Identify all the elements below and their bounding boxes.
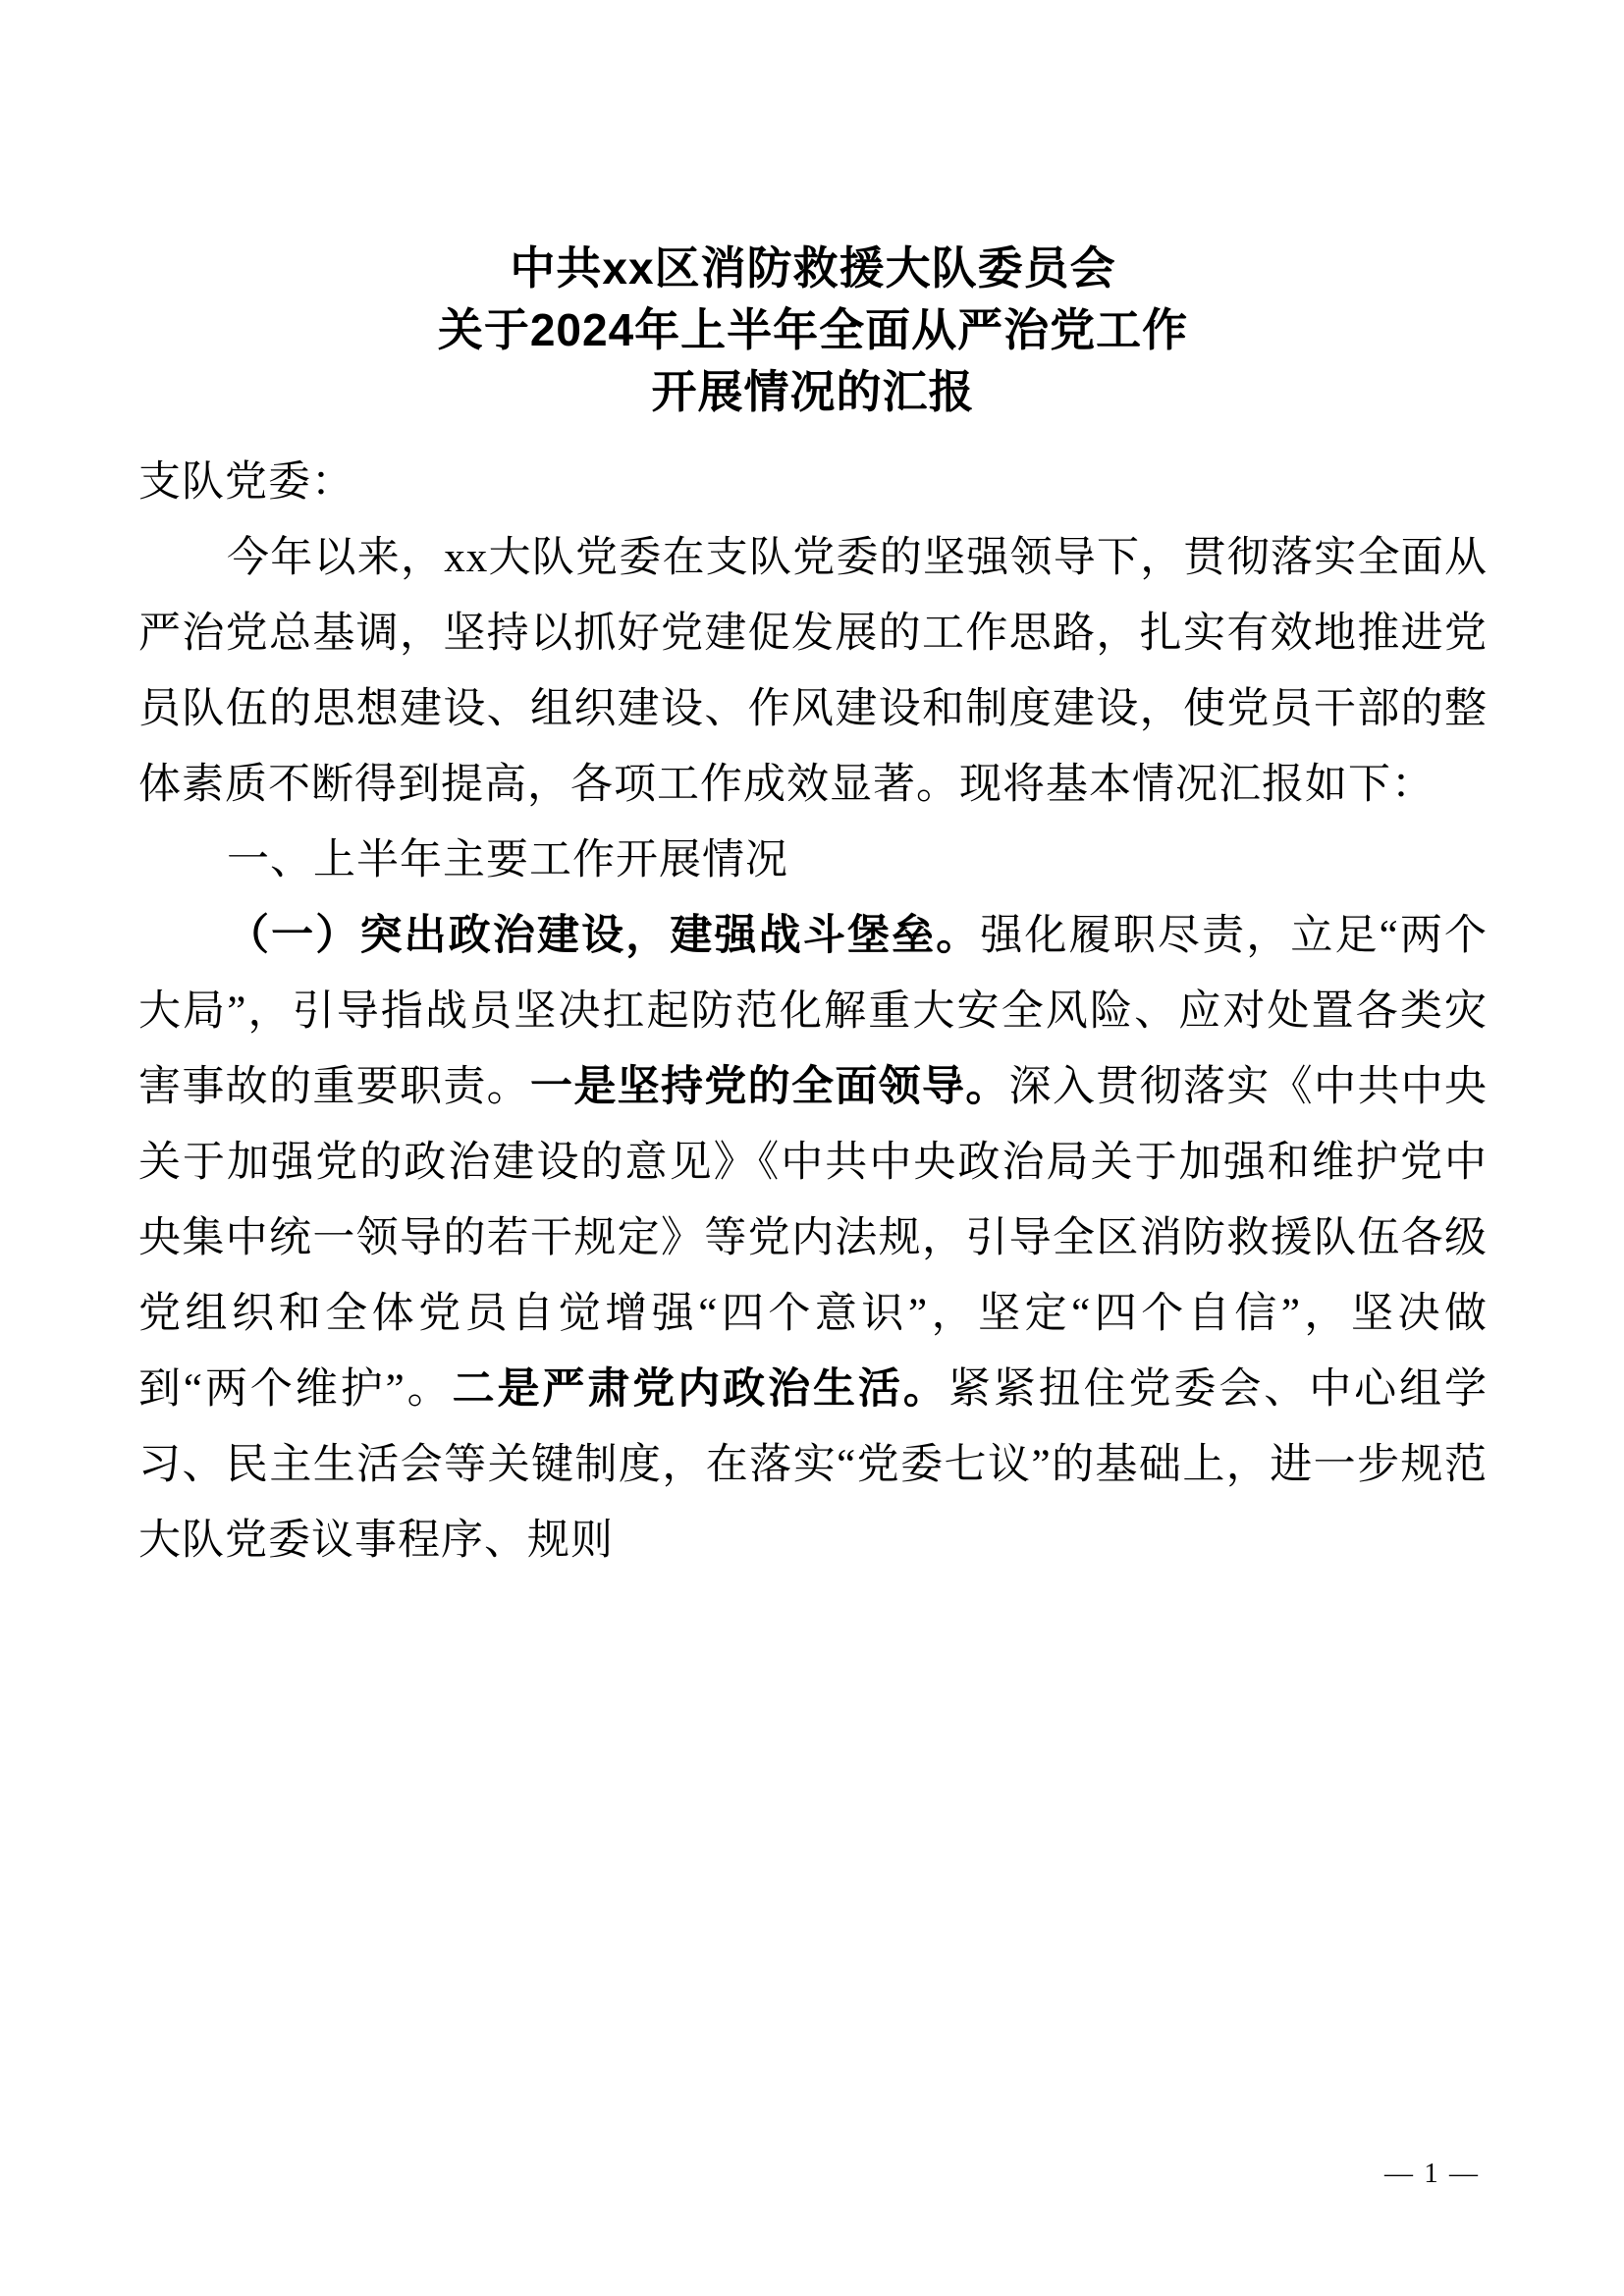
document-title: [138, 238, 1488, 423]
page-number: — 1 —: [1384, 2158, 1480, 2189]
text-segment: 紧紧扭住党委会、中心组学习、民主生活会等关键制度，在落实“党委七议”的基础上，进一步规范大队党委议事程序、规则: [138, 1366, 1489, 1564]
title-line-1: 中共xx区消防救援大队委员会: [510, 242, 1116, 294]
title-line-3: 开展情况的汇报: [651, 366, 975, 417]
text-segment-bold: 一是坚持党的全面领导。: [530, 1064, 1009, 1110]
text-segment: 深入贯彻落实《中共中央关于加强党的政治建设的意见》《中共中央政治局关于加强和维护党中央集中统一领导的若干规定》等党内法规，引导全区消防救援队伍各级党组织和全体党员自觉增强“四个意识”，坚定“四个自信”，坚决做到“两个维护”。: [138, 1064, 1489, 1413]
salutation-line: 支队党委：: [138, 459, 354, 506]
paragraph-section-1: [138, 898, 1488, 1578]
text-segment-bold: （一）突出政治建设，建强战斗堡垒。: [227, 913, 981, 959]
document-content: [138, 238, 1488, 1578]
paragraph-intro: 今年以来，xx大队党委在支队党委的坚强领导下，贯彻落实全面从严治党总基调，坚持以抓好党建促发展的工作思路，扎实有效地推进党员队伍的思想建设、组织建设、作风建设和制度建设，使党员干部的整体素质不断得到提高，各项工作成效显著。现将基本情况汇报如下：: [138, 535, 1488, 808]
section-heading: 一、上半年主要工作开展情况: [227, 837, 788, 883]
title-line-2: 关于2024年上半年全面从严治党工作: [437, 304, 1189, 355]
text-segment: 强化履职尽责，立足“两个大局”，引导指战员坚决扛起防范化解重大安全风险、应对处置各类灾害事故的重要职责。: [138, 913, 1488, 1110]
text-segment-bold: 二是严肃党内政治生活。: [452, 1366, 948, 1413]
